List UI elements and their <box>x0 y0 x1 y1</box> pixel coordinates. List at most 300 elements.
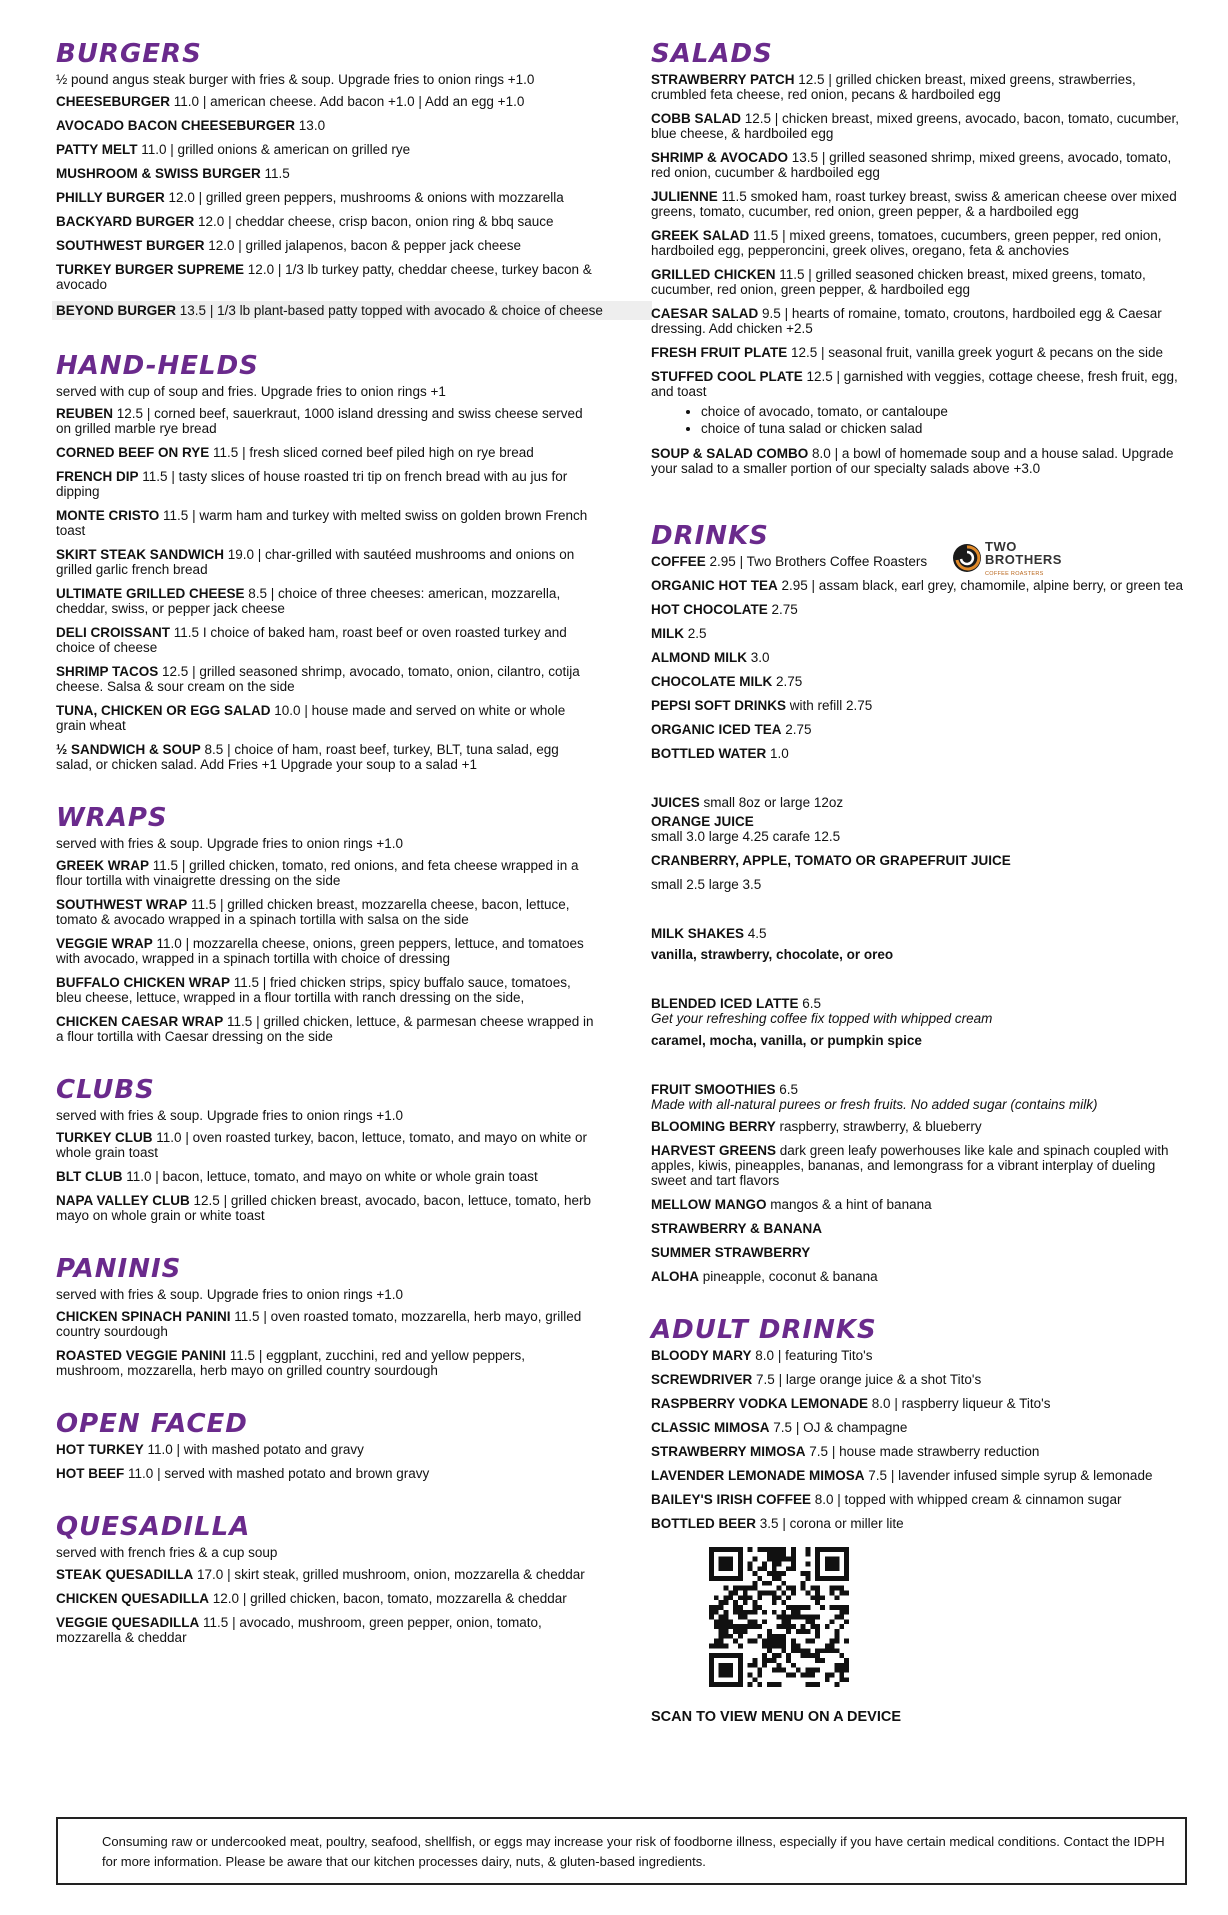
item-price: 2.95 <box>781 578 808 593</box>
item-price: 7.5 <box>868 1468 888 1483</box>
item-price: 8.5 <box>248 586 268 601</box>
item-name: PATTY MELT <box>56 142 138 157</box>
item-price: 12.5 <box>798 72 825 87</box>
menu-item <box>651 814 1191 844</box>
item-name: PEPSI SOFT DRINKS <box>651 698 787 713</box>
item-name: STRAWBERRY & BANANA <box>651 1221 823 1236</box>
item-price: 13.5 <box>179 303 207 318</box>
item-name: SKIRT STEAK SANDWICH <box>56 547 224 562</box>
item-price: 12.0 <box>198 214 225 229</box>
section-heading: DRINKS <box>651 521 769 551</box>
item-desc: small 2.5 large 3.5 <box>651 877 762 892</box>
section-heading: QUESADILLA <box>56 1512 251 1542</box>
item-price: 11.5 <box>191 897 217 912</box>
item-price: 2.95 <box>709 554 736 569</box>
item-desc: | raspberry liqueur & Tito's <box>890 1396 1051 1411</box>
item-list <box>56 1567 596 1645</box>
brand-subtitle: COFFEE ROASTERS <box>985 571 1044 577</box>
item-desc: | skirt steak, grilled mushroom, onion, mozzarella & cheddar <box>223 1567 585 1582</box>
section-heading: ADULT DRINKS <box>651 1315 877 1345</box>
menu-item <box>651 111 1191 141</box>
item-price: 11.5 <box>142 469 168 484</box>
menu-item <box>651 853 1191 892</box>
disclaimer-box <box>56 1817 1187 1885</box>
item-desc: | grilled chicken, tomato, red onions, and feta cheese wrapped in a flour tortilla with vinaigrette dressing on the side <box>56 858 579 888</box>
item-price: 8.0 <box>871 1396 891 1411</box>
item-desc: | garnished with veggies, cottage cheese, fresh fruit, egg, and toast <box>651 369 1178 399</box>
item-price: 11.5 <box>234 1309 260 1324</box>
item-name: SHRIMP TACOS <box>56 664 159 679</box>
item-name: ORANGE JUICE <box>651 814 754 829</box>
menu-item <box>56 94 596 109</box>
menu-item <box>651 698 1191 713</box>
menu-item <box>56 118 596 133</box>
menu-item <box>56 1130 596 1160</box>
item-name: HOT BEEF <box>56 1466 125 1481</box>
item-price: 11.5 <box>229 1348 256 1363</box>
item-list <box>651 1348 1191 1531</box>
item-desc: | grilled chicken breast, avocado, bacon, lettuce, tomato, herb mayo on whole grain or white toast <box>56 1193 592 1223</box>
menu-item <box>56 166 596 181</box>
item-desc: | large orange juice & a shot Tito's <box>774 1372 982 1387</box>
item-price: 12.5 <box>744 111 772 126</box>
menu-item <box>56 406 596 436</box>
item-price: 11.5 <box>753 228 779 243</box>
item-desc: | chicken breast, mixed greens, avocado, bacon, tomato, cucumber, blue cheese, & hardboiled egg <box>651 111 1180 141</box>
item-name: BOTTLED WATER <box>651 746 767 761</box>
item-desc: | choice of three cheeses: american, mozzarella, cheddar, swiss, or pepper jack cheese <box>56 586 561 616</box>
item-desc: | 1/3 lb plant-based patty topped with avocado & choice of cheese <box>206 303 603 318</box>
menu-item <box>651 1516 1191 1531</box>
item-name: MUSHROOM & SWISS BURGER <box>56 166 261 181</box>
item-price: 3.5 <box>759 1516 779 1531</box>
menu-item <box>651 369 1191 399</box>
item-price: 11.0 <box>126 1169 152 1184</box>
section-heading: HAND-HELDS <box>56 351 259 381</box>
disclaimer-text: Consuming raw or undercooked meat, poultry, seafood, shellfish, or eggs may increase your risk of foodborne illness, especially if you have certain medical conditions. Contact the IDPH for more information. Please be aware that our kitchen processes dairy, nuts, & gluten-based ingredients. <box>102 1834 1165 1869</box>
menu-item <box>56 625 596 655</box>
menu-item <box>56 547 596 577</box>
menu-item <box>651 228 1191 258</box>
item-name: FRUIT SMOOTHIES <box>651 1082 776 1097</box>
item-name: ROASTED VEGGIE PANINI <box>56 1348 227 1363</box>
menu-item <box>651 1269 1191 1284</box>
item-price: 11.0 <box>156 936 182 951</box>
menu-item <box>651 189 1191 219</box>
item-desc: | lavender infused simple syrup & lemonade <box>887 1468 1153 1483</box>
menu-item <box>651 1420 1191 1435</box>
item-name: JULIENNE <box>651 189 718 204</box>
item-name: PHILLY BURGER <box>56 190 165 205</box>
menu-item <box>56 190 596 205</box>
option-list <box>651 404 1191 436</box>
item-price: 11.0 <box>173 94 200 109</box>
item-desc: | warm ham and turkey with melted swiss on golden brown French toast <box>56 508 588 538</box>
item-desc: | grilled seasoned chicken breast, mixed greens, tomato, cucumber, red onion, green pepper, & hardboiled egg <box>651 267 1146 297</box>
menu-item <box>56 238 596 253</box>
item-name: FRESH FRUIT PLATE <box>651 345 788 360</box>
menu-item <box>56 703 596 733</box>
item-desc: | OJ & champagne <box>792 1420 908 1435</box>
item-list <box>651 72 1191 399</box>
item-desc: | seasonal fruit, vanilla greek yogurt & pecans on the side <box>817 345 1164 360</box>
item-price: 12.5 <box>116 406 144 421</box>
item-desc: | avocado, mushroom, green pepper, onion, tomato, mozzarella & cheddar <box>56 1615 542 1645</box>
menu-item <box>651 539 1191 577</box>
item-name: ULTIMATE GRILLED CHEESE <box>56 586 245 601</box>
item-name: LAVENDER LEMONADE MIMOSA <box>651 1468 865 1483</box>
item-desc: | oven roasted turkey, bacon, lettuce, tomato, and mayo on white or whole grain toast <box>56 1130 588 1160</box>
item-desc: small 8oz or large 12oz <box>699 795 844 810</box>
menu-item <box>56 742 596 772</box>
menu-item <box>56 1309 596 1339</box>
item-name: CORNED BEEF ON RYE <box>56 445 210 460</box>
item-desc: | fresh sliced corned beef piled high on rye bread <box>238 445 534 460</box>
item-name: RASPBERRY VODKA LEMONADE <box>651 1396 869 1411</box>
menu-item <box>56 936 596 966</box>
quesadilla-section <box>56 1511 596 1645</box>
burgers-section <box>56 38 603 320</box>
item-price: 12.5 <box>791 345 818 360</box>
item-price: 4.5 <box>747 926 767 941</box>
left-column <box>56 38 603 1675</box>
item-price: 7.5 <box>809 1444 829 1459</box>
item-price: 12.5 <box>162 664 189 679</box>
paninis-section <box>56 1253 596 1378</box>
item-name: CHICKEN CAESAR WRAP <box>56 1014 224 1029</box>
section-heading: BURGERS <box>56 39 202 69</box>
menu-item <box>651 746 1191 761</box>
item-name: BUFFALO CHICKEN WRAP <box>56 975 230 990</box>
menu-item <box>56 1169 596 1184</box>
item-name: VEGGIE WRAP <box>56 936 153 951</box>
salads-section <box>651 38 1191 476</box>
item-list <box>651 578 1191 761</box>
menu-item <box>56 214 596 229</box>
menu-item <box>56 262 596 292</box>
item-name: CHEESEBURGER <box>56 94 171 109</box>
item-desc: | hearts of romaine, tomato, croutons, hardboiled egg & Caesar dressing. Add chicken +2.5 <box>651 306 1162 336</box>
item-name: BLOODY MARY <box>651 1348 752 1363</box>
item-desc: | house made and served on white or whole grain wheat <box>56 703 566 733</box>
item-name: FRENCH DIP <box>56 469 139 484</box>
item-price: 7.5 <box>756 1372 775 1387</box>
option-item: • choice of tuna salad or chicken salad <box>701 421 1191 436</box>
item-price: 11.5 <box>163 508 189 523</box>
item-price: 12.5 <box>806 369 833 384</box>
item-desc: with refill 2.75 <box>786 698 873 713</box>
item-price: 11.0 <box>156 1130 182 1145</box>
item-desc: | fried chicken strips, spicy buffalo sauce, tomatoes, bleu cheese, lettuce, wrapped in a flour tortilla with ranch dressing on the side, <box>56 975 571 1005</box>
item-desc: smoked ham, roast turkey breast, swiss & american cheese over mixed greens, tomato, cucumber, red onion, green pepper, & a hardboiled egg <box>651 189 1177 219</box>
item-name: BLENDED ICED LATTE <box>651 996 799 1011</box>
menu-item <box>651 1119 1191 1134</box>
item-desc: | served with mashed potato and brown gravy <box>153 1466 430 1481</box>
menu-item <box>56 142 596 157</box>
item-price: 13.0 <box>298 118 326 133</box>
item-list <box>56 94 603 320</box>
menu-item <box>56 469 596 499</box>
item-price: 11.5 <box>173 625 200 640</box>
menu-item <box>651 1468 1191 1483</box>
clubs-section <box>56 1074 596 1223</box>
item-desc: | house made strawberry reduction <box>828 1444 1040 1459</box>
item-name: CHICKEN SPINACH PANINI <box>56 1309 231 1324</box>
item-name: TURKEY BURGER SUPREME <box>56 262 245 277</box>
menu-item <box>56 858 596 888</box>
item-price: 12.0 <box>247 262 275 277</box>
item-desc: | bacon, lettuce, tomato, and mayo on white or whole grain toast <box>151 1169 538 1184</box>
scan-label: SCAN TO VIEW MENU ON A DEVICE <box>651 1709 902 1725</box>
item-price: 8.0 <box>814 1492 834 1507</box>
item-desc: pineapple, coconut & banana <box>699 1269 878 1284</box>
item-name: ALOHA <box>651 1269 699 1284</box>
section-note: served with fries & soup. Upgrade fries to onion rings +1.0 <box>56 1108 404 1123</box>
qr-code[interactable] <box>709 1547 849 1687</box>
item-price: 6.5 <box>779 1082 799 1097</box>
item-desc: | assam black, earl grey, chamomile, alpine berry, or green tea <box>807 578 1183 593</box>
menu-item <box>56 445 596 460</box>
menu-item <box>651 1492 1191 1507</box>
item-name: BLOOMING BERRY <box>651 1119 776 1134</box>
item-price: 7.5 <box>773 1420 793 1435</box>
section-heading: PANINIS <box>56 1254 182 1284</box>
item-name: DELI CROISSANT <box>56 625 171 640</box>
item-name: COBB SALAD <box>651 111 741 126</box>
two-brothers-logo <box>951 540 1071 580</box>
menu-item <box>651 446 1191 476</box>
menu-item <box>651 996 1191 1011</box>
item-desc: | corona or miller lite <box>778 1516 904 1531</box>
item-name: HARVEST GREENS <box>651 1143 777 1158</box>
item-price: 12.0 <box>208 238 235 253</box>
menu-item <box>651 1396 1191 1411</box>
section-note: served with cup of soup and fries. Upgrade fries to onion rings +1 <box>56 384 446 399</box>
item-desc: | tasty slices of house roasted tri tip on french bread with au jus for dipping <box>56 469 568 499</box>
item-name: CAESAR SALAD <box>651 306 759 321</box>
juices-block <box>651 795 1191 892</box>
menu-item <box>651 650 1191 665</box>
right-column <box>651 38 1191 1755</box>
menu-item <box>56 586 596 616</box>
item-price: 3.0 <box>750 650 770 665</box>
item-desc: | with mashed potato and gravy <box>172 1442 364 1457</box>
menu-item <box>651 795 1191 810</box>
item-price: 11.0 <box>128 1466 154 1481</box>
menu-item <box>56 1567 596 1582</box>
item-name: SHRIMP & AVOCADO <box>651 150 789 165</box>
item-price: 17.0 <box>197 1567 224 1582</box>
item-desc: | grilled chicken breast, mixed greens, strawberries, crumbled feta cheese, red onion, pecans & hardboiled egg <box>651 72 1136 102</box>
item-price: 8.0 <box>755 1348 775 1363</box>
item-desc: | grilled chicken, lettuce, & parmesan cheese wrapped in a flour tortilla with Caesar dressing on the side <box>56 1014 594 1044</box>
item-price: 12.5 <box>193 1193 220 1208</box>
item-desc: dark green leafy powerhouses like kale and spinach coupled with apples, kiwis, pineapples, bananas, and lemongrass for a vibrant interplay of dueling sweet and tart flavors <box>651 1143 1169 1188</box>
flavor-list: vanilla, strawberry, chocolate, or oreo <box>651 947 894 962</box>
item-name: SOUTHWEST WRAP <box>56 897 188 912</box>
section-note: ½ pound angus steak burger with fries & soup. Upgrade fries to onion rings +1.0 <box>56 72 535 87</box>
item-name: HOT CHOCOLATE <box>651 602 768 617</box>
item-name: MILK <box>651 626 684 641</box>
menu-item <box>651 674 1191 689</box>
item-price: 2.75 <box>771 602 798 617</box>
item-name: STEAK QUESADILLA <box>56 1567 194 1582</box>
menu-item <box>651 722 1191 737</box>
menu-item <box>56 1193 596 1223</box>
item-price: 6.5 <box>802 996 822 1011</box>
item-desc: | grilled jalapenos, bacon & pepper jack cheese <box>234 238 521 253</box>
menu-item <box>651 602 1191 617</box>
menu-item <box>651 1082 1191 1097</box>
option-item: • choice of avocado, tomato, or cantaloupe <box>701 404 1191 419</box>
shakes-block <box>651 926 1191 962</box>
menu-item <box>651 1143 1191 1188</box>
item-list <box>56 1130 596 1223</box>
item-price: 2.75 <box>785 722 812 737</box>
item-price: 11.5 <box>233 975 260 990</box>
menu-item <box>651 150 1191 180</box>
item-desc: small 3.0 large 4.25 carafe 12.5 <box>651 829 841 844</box>
item-price: 11.5 <box>152 858 179 873</box>
item-desc: | a bowl of homemade soup and a house salad. Upgrade your salad to a smaller portion of our specialty salads above +3.0 <box>651 446 1174 476</box>
item-price: 2.5 <box>687 626 707 641</box>
section-note: served with french fries & a cup soup <box>56 1545 278 1560</box>
item-name: VEGGIE QUESADILLA <box>56 1615 200 1630</box>
item-name: GREEK WRAP <box>56 858 150 873</box>
menu-item <box>56 1591 596 1606</box>
menu-item <box>651 72 1191 102</box>
item-list <box>56 406 596 772</box>
menu-item <box>56 664 596 694</box>
item-price: 11.5 <box>203 1615 229 1630</box>
menu-item <box>651 1444 1191 1459</box>
item-list <box>56 858 596 1044</box>
item-desc: mangos & a hint of banana <box>766 1197 932 1212</box>
item-price: 12.0 <box>168 190 195 205</box>
item-desc: | choice of ham, roast beef, turkey, BLT, tuna salad, egg salad, or chicken salad. Add Fries +1 Upgrade your soup to a salad +1 <box>56 742 559 772</box>
item-desc: | mozzarella cheese, onions, green peppers, lettuce, and tomatoes with avocado, wrapped in a spinach tortilla with choice of dressing <box>56 936 584 966</box>
item-name: NAPA VALLEY CLUB <box>56 1193 190 1208</box>
item-name: TURKEY CLUB <box>56 1130 153 1145</box>
item-name: SUMMER STRAWBERRY <box>651 1245 811 1260</box>
item-desc: I choice of baked ham, roast beef or oven roasted turkey and choice of cheese <box>56 625 567 655</box>
item-name: REUBEN <box>56 406 114 421</box>
menu-item <box>651 306 1191 336</box>
menu-item <box>56 508 596 538</box>
brand-name: TWO BROTHERS <box>985 539 1062 567</box>
menu-item <box>651 626 1191 641</box>
item-price: 10.0 <box>274 703 301 718</box>
menu-item <box>56 1014 596 1044</box>
item-name: MILK SHAKES <box>651 926 745 941</box>
item-name: CHOCOLATE MILK <box>651 674 773 689</box>
item-list <box>56 1442 596 1481</box>
item-desc: | corned beef, sauerkraut, 1000 island dressing and swiss cheese served on grilled marble rye bread <box>56 406 583 436</box>
menu-item <box>56 897 596 927</box>
item-name: CHICKEN QUESADILLA <box>56 1591 210 1606</box>
menu-item <box>52 301 652 320</box>
item-desc: | american cheese. Add bacon +1.0 | Add an egg +1.0 <box>199 94 525 109</box>
item-desc: | oven roasted tomato, mozzarella, herb mayo, grilled country sourdough <box>56 1309 582 1339</box>
swirl-icon <box>951 542 983 574</box>
item-desc: | grilled seasoned shrimp, mixed greens, avocado, tomato, red onion, cucumber & hardboiled egg <box>651 150 1172 180</box>
item-name: STUFFED COOL PLATE <box>651 369 803 384</box>
menu-item <box>651 926 1191 941</box>
item-name: ½ SANDWICH & SOUP <box>56 742 201 757</box>
menu-item <box>651 267 1191 297</box>
item-name: JUICES <box>651 795 700 810</box>
item-price: 11.5 <box>213 445 239 460</box>
item-list <box>651 1119 1191 1284</box>
item-price: 8.5 <box>204 742 224 757</box>
menu-item <box>56 1348 596 1378</box>
item-desc: | 1/3 lb turkey patty, cheddar cheese, turkey bacon & avocado <box>56 262 592 292</box>
item-price: 19.0 <box>227 547 255 562</box>
adult-drinks-section <box>651 1314 1191 1725</box>
item-name: HOT TURKEY <box>56 1442 144 1457</box>
item-price: 11.5 <box>721 189 747 204</box>
item-note: Get your refreshing coffee fix topped with whipped cream <box>651 1011 993 1026</box>
item-name: STRAWBERRY MIMOSA <box>651 1444 806 1459</box>
item-price: 11.5 <box>264 166 290 181</box>
menu-item <box>651 578 1191 593</box>
item-desc: | grilled green peppers, mushrooms & onions with mozzarella <box>194 190 564 205</box>
item-desc: | grilled onions & american on grilled rye <box>166 142 411 157</box>
item-desc: | cheddar cheese, crisp bacon, onion ring & bbq sauce <box>224 214 554 229</box>
item-price: 11.0 <box>141 142 167 157</box>
open-faced-section <box>56 1408 596 1481</box>
item-price: 11.5 <box>779 267 805 282</box>
wraps-section <box>56 802 596 1044</box>
menu-item <box>651 1245 1191 1260</box>
item-name: MELLOW MANGO <box>651 1197 767 1212</box>
menu-item <box>56 1442 596 1457</box>
item-desc: | eggplant, zucchini, red and yellow peppers, mushroom, mozzarella, herb mayo on grilled country sourdough <box>56 1348 525 1378</box>
section-heading: SALADS <box>651 39 773 69</box>
item-desc: raspberry, strawberry, & blueberry <box>775 1119 982 1134</box>
item-name: TUNA, CHICKEN OR EGG SALAD <box>56 703 271 718</box>
item-name: MONTE CRISTO <box>56 508 160 523</box>
item-price: 1.0 <box>770 746 789 761</box>
item-price: 2.75 <box>776 674 803 689</box>
menu-item <box>56 1466 596 1481</box>
item-desc: | featuring Tito's <box>774 1348 873 1363</box>
item-desc: | mixed greens, tomatoes, cucumbers, green pepper, red onion, hardboiled egg, pepperoncini, greek olives, oregano, feta & anchovies <box>651 228 1162 258</box>
item-name: GREEK SALAD <box>651 228 750 243</box>
item-name: SOUTHWEST BURGER <box>56 238 205 253</box>
item-list <box>56 1309 596 1378</box>
menu-item <box>56 975 596 1005</box>
item-name: CLASSIC MIMOSA <box>651 1420 770 1435</box>
item-name: ORGANIC HOT TEA <box>651 578 778 593</box>
item-name: ORGANIC ICED TEA <box>651 722 782 737</box>
menu-item <box>56 1615 596 1645</box>
item-price: 8.0 <box>812 446 831 461</box>
item-name: BEYOND BURGER <box>56 303 177 318</box>
handhelds-section <box>56 350 596 772</box>
section-heading: OPEN FACED <box>56 1409 248 1439</box>
menu-item <box>651 1372 1191 1387</box>
qr-code-image <box>709 1547 849 1687</box>
item-desc: | grilled chicken breast, mozzarella cheese, bacon, lettuce, tomato & avocado wrapped in a spinach tortilla with salsa on the side <box>56 897 570 927</box>
item-name: CRANBERRY, APPLE, TOMATO OR GRAPEFRUIT JUICE <box>651 853 1011 868</box>
item-name: GRILLED CHICKEN <box>651 267 776 282</box>
item-price: 11.5 <box>227 1014 253 1029</box>
item-desc: | char-grilled with sautéed mushrooms and onions on grilled garlic french bread <box>56 547 575 577</box>
drinks-section <box>651 520 1191 1284</box>
item-name: BACKYARD BURGER <box>56 214 195 229</box>
item-name: BOTTLED BEER <box>651 1516 757 1531</box>
